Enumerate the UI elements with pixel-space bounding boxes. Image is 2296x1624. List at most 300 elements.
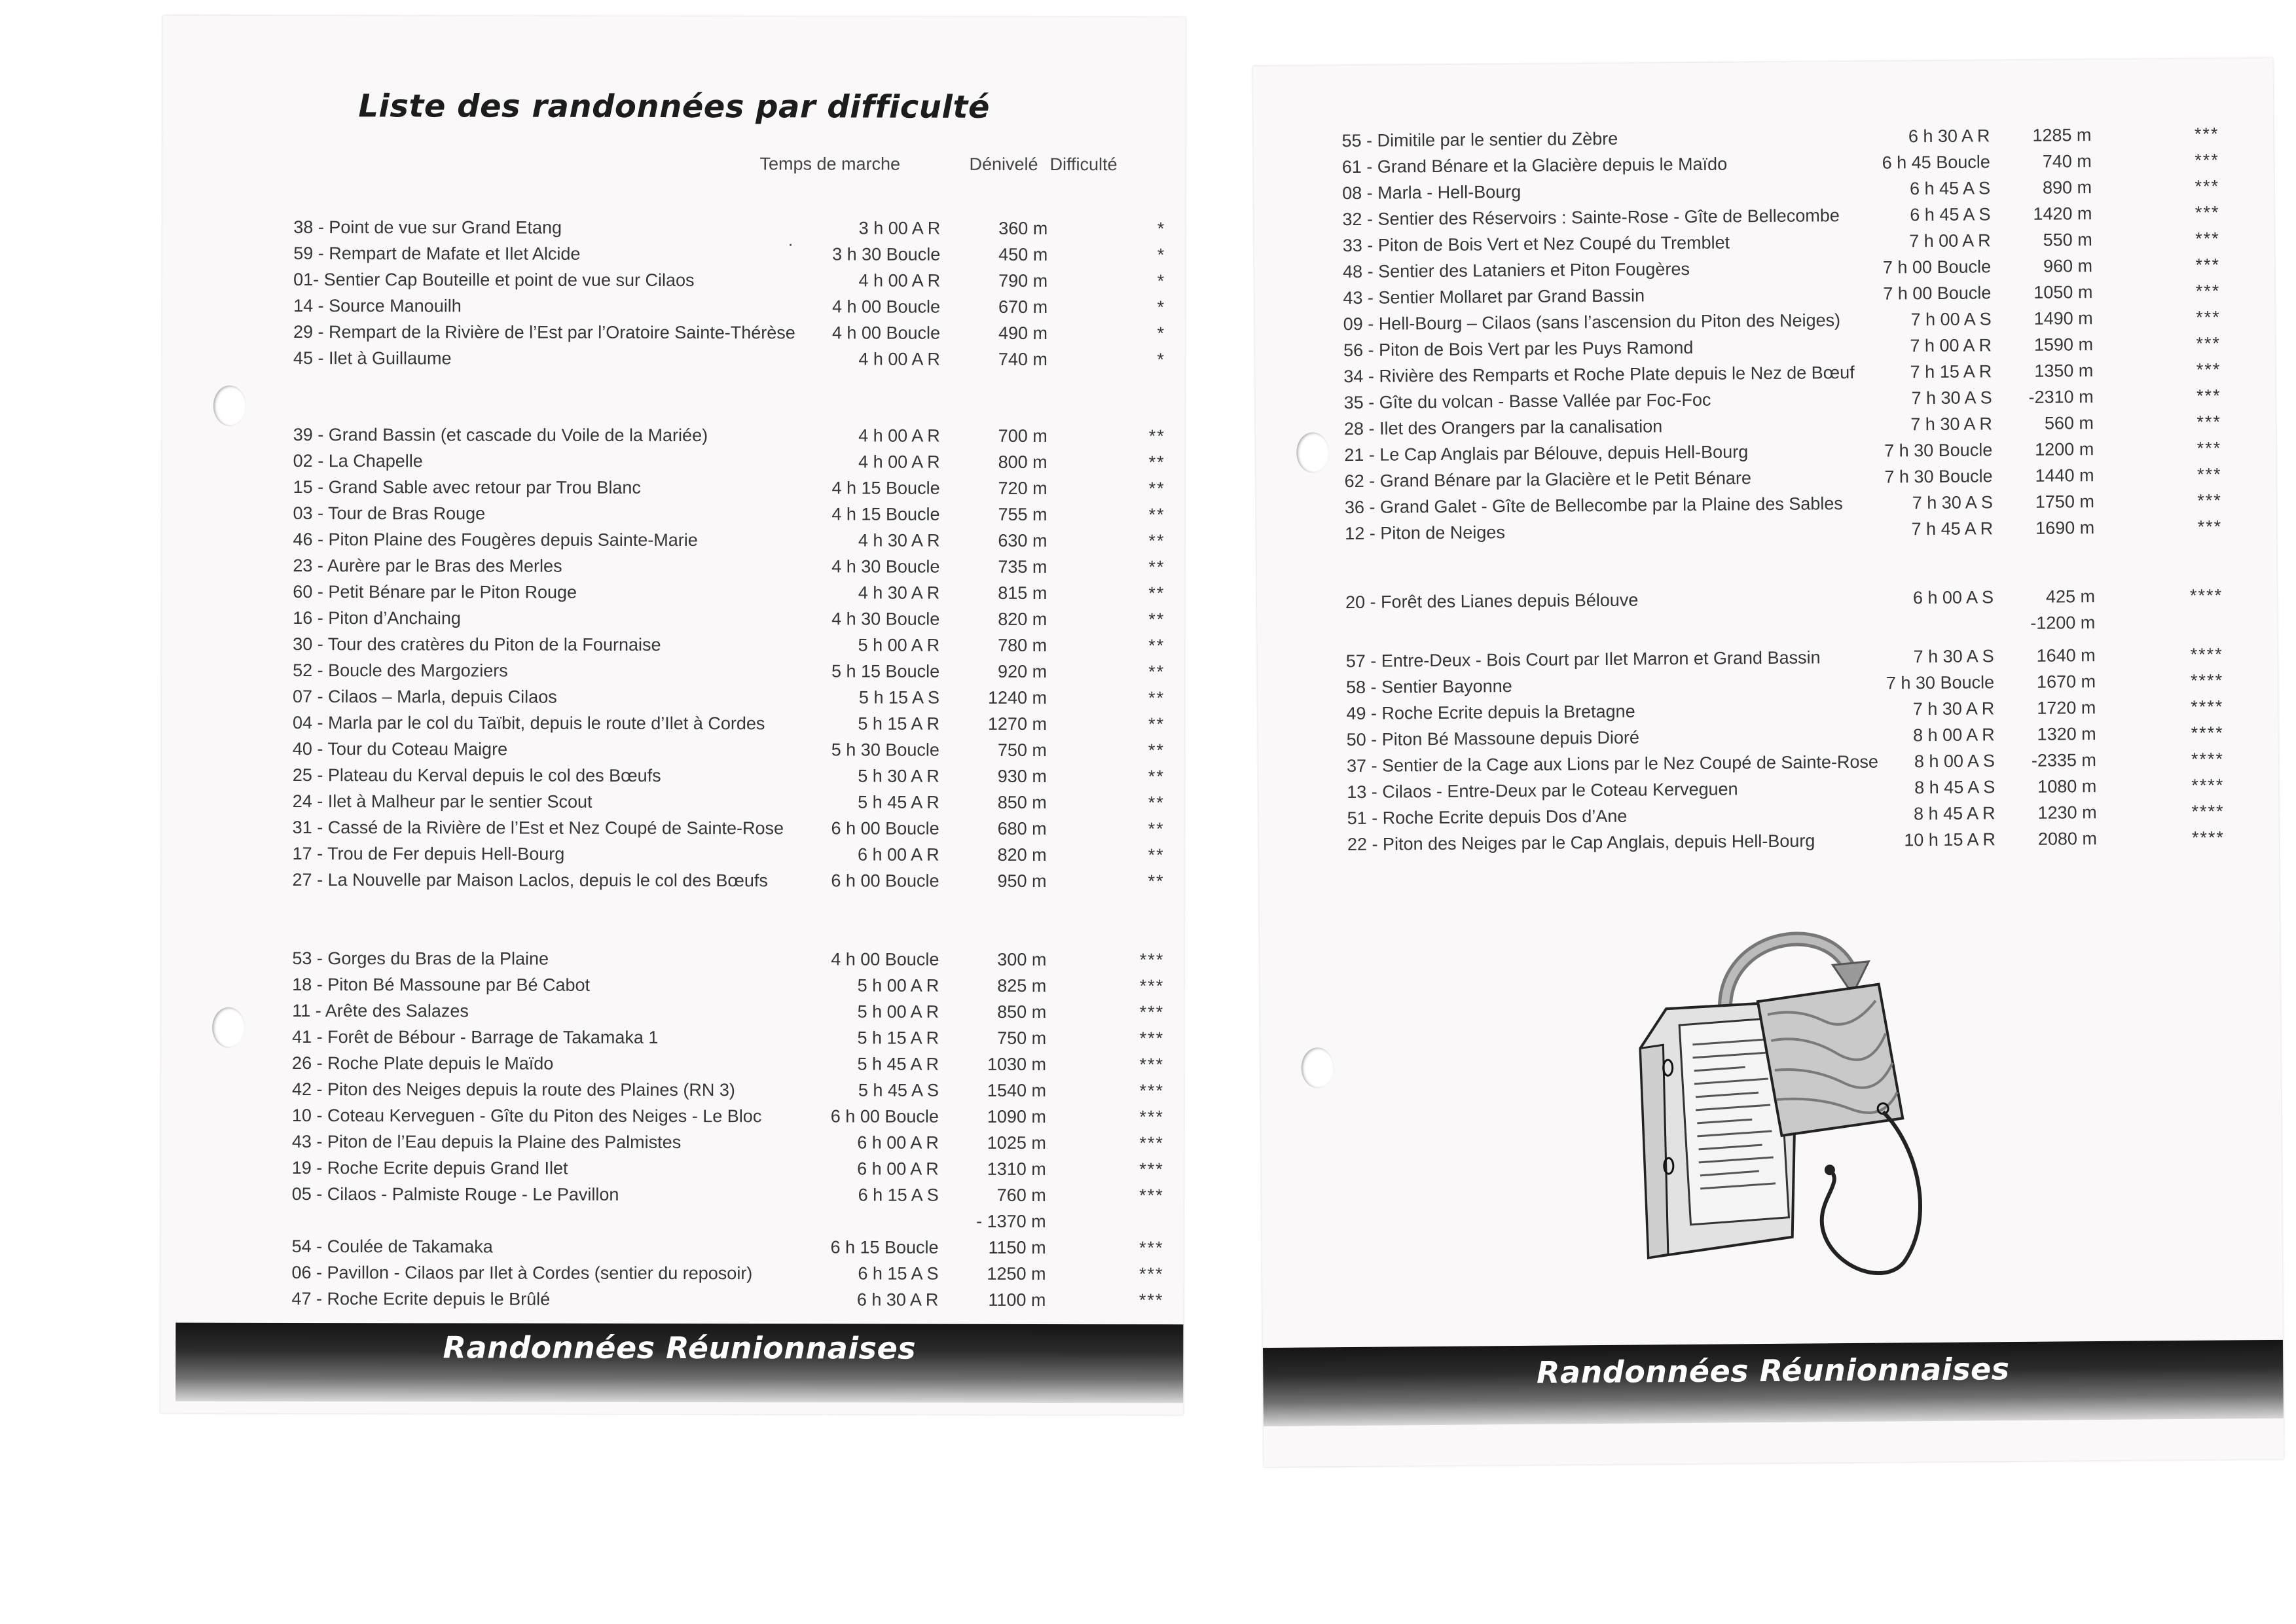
hike-time: 7 h 15 A R	[1910, 361, 1992, 382]
hike-name: 53 - Gorges du Bras de la Plaine	[292, 948, 549, 969]
hike-row	[293, 240, 1171, 268]
hike-name: 33 - Piton de Bois Vert et Nez Coupé du Tremblet	[1342, 232, 1730, 256]
hike-difficulty: ***	[1139, 1055, 1165, 1075]
hike-denivele: 1150 m	[988, 1237, 1046, 1257]
hike-denivele: 920 m	[998, 661, 1048, 681]
hike-difficulty: ****	[2191, 749, 2225, 769]
hike-difficulty: ***	[2197, 516, 2223, 537]
hike-row	[293, 579, 1170, 606]
hike-time: 8 h 00 A S	[1914, 751, 1995, 772]
hike-name: 01- Sentier Cap Bouteille et point de vue sur Cilaos	[293, 269, 695, 291]
hike-denivele: 1420 m	[2033, 204, 2092, 224]
hike-difficulty: ***	[1139, 1028, 1165, 1049]
hike-difficulty: **	[1148, 426, 1165, 446]
hike-row	[293, 814, 1170, 842]
hike-time: 5 h 45 A R	[858, 792, 939, 812]
hike-difficulty: ****	[2191, 696, 2224, 717]
hike-time: 7 h 00 Boucle	[1882, 257, 1992, 278]
hike-row	[293, 552, 1170, 580]
hike-denivele: 1750 m	[2035, 492, 2094, 512]
hike-row	[293, 422, 1171, 449]
hike-difficulty: ***	[2194, 124, 2219, 144]
hike-difficulty: ***	[2195, 176, 2220, 196]
hike-denivele: 1690 m	[2035, 518, 2095, 538]
hike-denivele: 960 m	[2043, 256, 2093, 276]
hike-time: 7 h 30 A R	[1910, 414, 1993, 435]
hike-row	[292, 945, 1169, 973]
footer-banner	[1263, 1340, 2284, 1426]
hike-name: 25 - Plateau du Kerval depuis le col des Bœufs	[292, 765, 661, 785]
hike-time: 4 h 30 Boucle	[831, 609, 940, 629]
hike-difficulty: *	[1157, 245, 1166, 265]
hike-name: 55 - Dimitile par le sentier du Zèbre	[1341, 128, 1618, 151]
hike-row	[293, 526, 1170, 554]
hike-denivele: 815 m	[998, 583, 1048, 603]
hike-difficulty: **	[1148, 688, 1165, 708]
hike-name: 42 - Piton des Neiges depuis la route des Plaines (RN 3)	[291, 1079, 735, 1100]
hike-difficulty: ***	[1139, 1290, 1164, 1310]
hike-time: 8 h 45 A S	[1914, 777, 1995, 798]
hike-time: 6 h 45 Boucle	[1882, 152, 1990, 173]
hike-difficulty: ***	[2195, 202, 2220, 223]
hike-name: 05 - Cilaos - Palmiste Rouge - Le Pavillon	[291, 1183, 619, 1204]
hike-name: 46 - Piton Plaine des Fougères depuis Sainte-Marie	[293, 529, 698, 550]
hike-denivele: 820 m	[998, 609, 1048, 629]
hike-name: 37 - Sentier de la Cage aux Lions par le Nez Coupé de Sainte-Rose	[1346, 751, 1879, 776]
footer-banner-text: Randonnées Réunionnaises	[443, 1329, 917, 1366]
hike-row	[293, 762, 1170, 789]
hike-time: 4 h 30 A R	[858, 530, 940, 550]
hike-name: 60 - Petit Bénare par le Piton Rouge	[293, 581, 577, 602]
hike-difficulty: ***	[2195, 228, 2220, 249]
hike-time: 7 h 00 A R	[1909, 230, 1991, 251]
hike-time: 8 h 45 A R	[1913, 803, 1995, 824]
hike-denivele: 1080 m	[2037, 776, 2097, 797]
hike-difficulty: **	[1148, 662, 1165, 682]
hike-time: 6 h 30 A R	[1908, 126, 1990, 147]
binder-hole	[212, 1007, 245, 1048]
hike-row	[292, 1102, 1169, 1130]
hike-name: 35 - Gîte du volcan - Basse Vallée par Foc-Foc	[1343, 389, 1711, 413]
hike-row	[292, 1024, 1169, 1051]
hike-name: 43 - Piton de l’Eau depuis la Plaine des Palmistes	[291, 1131, 682, 1153]
hike-denivele: 800 m	[998, 452, 1048, 472]
hike-denivele: 700 m	[998, 425, 1048, 446]
hike-denivele: 850 m	[997, 792, 1047, 812]
hike-denivele: 450 m	[998, 244, 1048, 264]
hike-difficulty: ***	[2196, 359, 2221, 380]
hike-denivele: 560 m	[2044, 413, 2094, 433]
hike-name: 30 - Tour des cratères du Piton de la Fournaise	[293, 634, 661, 655]
hike-denivele: 1270 m	[987, 713, 1048, 734]
hike-name: 32 - Sentier des Réservoirs : Sainte-Rose - Gîte de Bellecombe	[1342, 206, 1840, 230]
hike-time: 4 h 00 A R	[858, 270, 941, 291]
hike-difficulty: ***	[2196, 464, 2222, 484]
hike-row	[293, 683, 1170, 711]
hike-name: 06 - Pavillon - Cilaos par Ilet à Cordes (sentier du reposoir)	[291, 1262, 753, 1284]
hike-time: 10 h 15 A R	[1904, 829, 1996, 850]
header-denivele: Dénivelé	[969, 154, 1038, 174]
hike-difficulty: **	[1148, 793, 1165, 813]
hike-denivele: 1590 m	[2033, 334, 2094, 355]
hike-row	[293, 631, 1170, 659]
hike-denivele: 1350 m	[2034, 361, 2094, 381]
hike-name: 24 - Ilet à Malheur par le sentier Scout	[292, 791, 592, 812]
binder-hole	[1301, 1047, 1334, 1088]
hike-difficulty: ****	[2190, 670, 2224, 691]
right-hike-list	[1253, 58, 2273, 855]
hike-denivele: 490 m	[998, 323, 1048, 343]
hike-difficulty: *	[1157, 297, 1166, 317]
binder-hole	[1296, 432, 1329, 473]
hike-time: 4 h 15 Boucle	[831, 504, 940, 524]
hike-difficulty: **	[1148, 845, 1165, 865]
hike-row	[293, 448, 1171, 475]
hike-name: 48 - Sentier des Lataniers et Piton Fougères	[1342, 259, 1690, 282]
hike-row	[293, 293, 1171, 320]
hike-difficulty: ***	[1139, 1081, 1165, 1101]
hike-time: 5 h 45 A S	[858, 1080, 939, 1100]
hike-name: 27 - La Nouvelle par Maison Laclos, depuis le col des Bœufs	[292, 869, 768, 891]
hike-denivele: 780 m	[998, 635, 1048, 655]
hike-row	[292, 1155, 1169, 1182]
hike-name: 28 - Ilet des Orangers par la canalisation	[1343, 416, 1663, 439]
hike-denivele: 630 m	[998, 530, 1048, 550]
hike-row	[293, 345, 1171, 372]
footer-banner-text: Randonnées Réunionnaises	[1536, 1351, 2010, 1390]
hike-denivele: 1230 m	[2037, 803, 2097, 823]
hike-difficulty: *	[1157, 350, 1165, 370]
hike-name: 51 - Roche Ecrite depuis Dos d’Ane	[1347, 806, 1628, 829]
hike-time: 4 h 00 A R	[858, 425, 940, 446]
hike-row	[293, 788, 1170, 816]
hike-time: 5 h 15 A S	[858, 687, 940, 708]
hike-denivele: -1200 m	[2030, 613, 2096, 633]
hike-time: 7 h 30 A S	[1911, 388, 1992, 408]
hike-time: 6 h 30 A R	[856, 1290, 939, 1310]
hike-denivele: 755 m	[998, 504, 1048, 524]
hike-difficulty: ****	[2191, 801, 2225, 821]
hike-row	[293, 840, 1170, 868]
hike-denivele: - 1370 m	[976, 1211, 1046, 1231]
hike-name: 12 - Piton de Neiges	[1345, 522, 1505, 544]
hike-denivele: 890 m	[2042, 177, 2092, 198]
hike-name: 50 - Piton Bé Massoune depuis Dioré	[1346, 727, 1640, 750]
hike-difficulty: ***	[2196, 386, 2221, 406]
hike-denivele: 550 m	[2043, 230, 2092, 250]
hike-denivele: -2310 m	[2028, 387, 2094, 407]
hike-name: 14 - Source Manouilh	[293, 295, 462, 316]
hike-denivele: 1320 m	[2037, 724, 2096, 744]
hike-difficulty: ***	[1139, 1002, 1165, 1022]
hike-difficulty: **	[1148, 478, 1165, 499]
hike-row	[293, 867, 1170, 894]
hike-name: 18 - Piton Bé Massoune par Bé Cabot	[292, 974, 591, 995]
hike-time: 6 h 15 Boucle	[830, 1237, 939, 1257]
hike-row	[293, 736, 1170, 763]
hike-difficulty: ***	[1139, 976, 1165, 996]
hike-name: 22 - Piton des Neiges par le Cap Anglais, depuis Hell-Bourg	[1347, 831, 1815, 855]
hike-time: 3 h 00 A R	[858, 218, 941, 238]
hike-denivele: 1285 m	[2032, 125, 2092, 145]
hike-time: 5 h 00 A R	[858, 635, 940, 655]
hike-time: 8 h 00 A R	[1912, 725, 1995, 746]
hike-row	[292, 998, 1169, 1025]
hike-difficulty: ***	[1139, 950, 1165, 970]
hike-difficulty: ***	[2197, 490, 2222, 511]
hike-time: 4 h 00 A R	[858, 349, 940, 369]
hike-name: 31 - Cassé de la Rivière de l’Est et Nez Coupé de Sainte-Rose	[292, 817, 784, 839]
hike-denivele: 950 m	[997, 871, 1047, 891]
hike-time: 7 h 30 A R	[1912, 698, 1995, 719]
footer-banner	[175, 1323, 1183, 1403]
hike-time: 7 h 30 Boucle	[1886, 672, 1995, 693]
hike-name: 40 - Tour du Coteau Maigre	[292, 738, 508, 759]
hike-denivele: 850 m	[997, 1001, 1047, 1022]
hike-name: 16 - Piton d’Anchaing	[293, 607, 461, 628]
hike-row	[293, 605, 1170, 632]
hike-denivele: 1100 m	[988, 1290, 1046, 1310]
page-title: Liste des randonnées par difficulté	[358, 88, 990, 126]
hike-denivele: 680 m	[997, 818, 1047, 839]
hike-time: 6 h 15 A S	[858, 1263, 939, 1284]
hike-denivele: 740 m	[998, 349, 1048, 369]
hike-time: 4 h 00 Boucle	[831, 323, 941, 343]
hike-denivele: 720 m	[998, 478, 1048, 498]
hike-name: 09 - Hell-Bourg – Cilaos (sans l’ascension du Piton des Neiges)	[1343, 310, 1841, 334]
hike-denivele: 750 m	[997, 1028, 1047, 1048]
hike-name: 10 - Coteau Kerveguen - Gîte du Piton des Neiges - Le Bloc	[291, 1105, 762, 1127]
hike-name: 11 - Arête des Salazes	[292, 1000, 469, 1021]
hike-name: 08 - Marla - Hell-Bourg	[1342, 181, 1522, 204]
hike-time: 4 h 00 Boucle	[831, 949, 939, 969]
hike-difficulty: ***	[2196, 438, 2222, 458]
hike-difficulty: ***	[2195, 255, 2221, 275]
hike-row	[292, 1233, 1169, 1261]
header-temps: Temps de marche	[759, 154, 901, 174]
hike-difficulty: ***	[1139, 1238, 1164, 1258]
hike-difficulty: **	[1148, 583, 1165, 604]
hike-difficulty: ****	[2191, 827, 2225, 848]
hike-time: 4 h 15 Boucle	[831, 478, 940, 498]
hike-difficulty: *	[1157, 219, 1166, 239]
hike-time: 6 h 00 A S	[1912, 587, 1994, 608]
hike-difficulty: ***	[2195, 150, 2219, 170]
hike-time: 4 h 00 Boucle	[831, 297, 941, 317]
hike-denivele: 1490 m	[2033, 308, 2093, 329]
hike-time: 5 h 30 A R	[858, 766, 939, 786]
hike-denivele: 740 m	[2042, 151, 2092, 171]
hike-denivele: 735 m	[998, 556, 1048, 577]
hike-difficulty: **	[1148, 557, 1165, 577]
hike-difficulty: **	[1148, 767, 1165, 787]
hike-name: 45 - Ilet à Guillaume	[293, 348, 452, 369]
hike-denivele: 750 m	[997, 740, 1047, 760]
hike-difficulty: *	[1157, 323, 1166, 344]
hike-denivele: 300 m	[997, 949, 1047, 969]
hike-row	[293, 266, 1171, 294]
hike-time: 7 h 45 A R	[1911, 518, 1994, 539]
hike-row	[292, 1076, 1169, 1104]
header-difficulte: Difficulté	[1049, 154, 1118, 175]
hike-name: 20 - Forêt des Lianes depuis Bélouve	[1345, 590, 1639, 613]
hike-difficulty: ***	[1139, 1133, 1164, 1153]
hike-difficulty: **	[1148, 609, 1165, 630]
hike-time: 7 h 30 Boucle	[1884, 440, 1993, 461]
hike-time: 3 h 30 Boucle	[832, 244, 941, 264]
hike-time: 6 h 45 A S	[1909, 178, 1991, 199]
left-page	[160, 16, 1186, 1415]
hike-name: 52 - Boucle des Margoziers	[293, 660, 508, 681]
hike-difficulty: **	[1148, 819, 1165, 839]
hike-difficulty: ***	[2196, 412, 2222, 432]
hike-time: 7 h 00 Boucle	[1883, 283, 1992, 304]
hike-row	[293, 710, 1170, 737]
hike-name: 19 - Roche Ecrite depuis Grand Ilet	[291, 1157, 568, 1178]
hike-name: 21 - Le Cap Anglais par Bélouve, depuis Hell-Bourg	[1344, 442, 1749, 465]
hike-name: 34 - Rivière des Remparts et Roche Plate depuis le Nez de Bœuf	[1343, 362, 1855, 387]
hike-name: 41 - Forêt de Bébour - Barrage de Takamaka 1	[292, 1026, 659, 1047]
binder-with-map-icon	[1626, 909, 1937, 1291]
hike-denivele: 1440 m	[2035, 465, 2094, 486]
hike-time: 6 h 00 A R	[857, 1159, 939, 1179]
hike-name: 39 - Grand Bassin (et cascade du Voile de la Mariée)	[293, 424, 708, 446]
hike-time: 5 h 00 A R	[857, 1001, 939, 1022]
hike-denivele: 1640 m	[2036, 645, 2096, 666]
hike-denivele: 820 m	[997, 844, 1047, 865]
hike-denivele: 760 m	[996, 1185, 1046, 1205]
hike-time: 7 h 00 A R	[1910, 335, 1992, 356]
hike-denivele: 1025 m	[987, 1132, 1046, 1153]
hike-time: 6 h 00 Boucle	[831, 871, 939, 891]
hike-name: 07 - Cilaos – Marla, depuis Cilaos	[293, 686, 557, 707]
hike-name: 43 - Sentier Mollaret par Grand Bassin	[1343, 285, 1645, 308]
hike-name: 02 - La Chapelle	[293, 450, 423, 471]
hike-time: 7 h 00 A S	[1910, 309, 1992, 330]
hike-denivele: 1090 m	[987, 1106, 1046, 1127]
hike-row	[291, 1259, 1169, 1287]
hike-time: 4 h 30 Boucle	[831, 556, 940, 577]
hike-name: 04 - Marla par le col du Taïbit, depuis le route d’Ilet à Cordes	[292, 712, 765, 734]
hike-denivele: 1200 m	[2035, 439, 2094, 460]
hike-name: 59 - Rempart de Mafate et Ilet Alcide	[293, 243, 581, 264]
hike-name: 56 - Piton de Bois Vert par les Puys Ramond	[1343, 337, 1694, 361]
hike-row	[292, 1050, 1169, 1077]
hike-difficulty: ****	[2191, 775, 2225, 795]
scan-speck: ·	[788, 234, 793, 254]
hike-denivele: 1540 m	[987, 1080, 1047, 1100]
hike-name: 13 - Cilaos - Entre-Deux par le Coteau Kerveguen	[1347, 779, 1738, 803]
hike-time: 5 h 15 A R	[858, 713, 940, 734]
hike-denivele: 360 m	[998, 218, 1048, 238]
hike-name: 54 - Coulée de Takamaka	[291, 1236, 493, 1257]
hike-time: 7 h 30 A S	[1912, 492, 1994, 513]
hike-denivele: -2335 m	[2031, 750, 2097, 770]
hike-name: 26 - Roche Plate depuis le Maïdo	[292, 1053, 554, 1074]
hike-row	[292, 1207, 1169, 1235]
hike-name: 23 - Aurère par le Bras des Merles	[293, 555, 562, 576]
hike-denivele: 1030 m	[987, 1054, 1047, 1074]
hike-denivele: 425 m	[2045, 586, 2096, 607]
binder-hole	[213, 386, 246, 426]
hike-denivele: 1670 m	[2036, 672, 2096, 692]
hike-denivele: 1250 m	[987, 1263, 1046, 1284]
hike-difficulty: *	[1157, 271, 1166, 291]
hike-difficulty: ****	[2190, 644, 2223, 664]
hike-denivele: 790 m	[998, 270, 1048, 291]
right-page	[1253, 58, 2284, 1467]
hike-row	[292, 1128, 1169, 1156]
hike-difficulty: ****	[2191, 723, 2224, 743]
hike-denivele: 2080 m	[2037, 829, 2098, 849]
hike-difficulty: **	[1148, 636, 1165, 656]
hike-denivele: 1050 m	[2033, 282, 2093, 302]
hike-difficulty: ***	[2195, 281, 2221, 301]
hike-difficulty: **	[1148, 505, 1165, 525]
hike-time: 5 h 15 A R	[857, 1028, 939, 1048]
hike-row	[293, 500, 1171, 528]
hike-name: 15 - Grand Sable avec retour par Trou Blanc	[293, 477, 641, 497]
hike-difficulty: ***	[1139, 1107, 1164, 1127]
hike-name: 62 - Grand Bénare par la Glacière et le Petit Bénare	[1344, 468, 1752, 492]
hike-time: 7 h 30 A S	[1913, 646, 1994, 667]
hike-difficulty: ***	[1139, 1159, 1164, 1180]
hike-difficulty: **	[1148, 714, 1165, 734]
hike-time: 6 h 00 Boucle	[830, 1106, 939, 1127]
hike-name: 29 - Rempart de la Rivière de l’Est par l’Oratoire Sainte-Thérèse	[293, 321, 795, 343]
hike-difficulty: ***	[2196, 307, 2221, 327]
hike-time: 6 h 45 A S	[1910, 204, 1991, 225]
hike-difficulty: **	[1148, 531, 1165, 551]
hike-time: 7 h 30 Boucle	[1884, 466, 1993, 487]
hike-name: 49 - Roche Ecrite depuis la Bretagne	[1346, 701, 1635, 724]
hike-denivele: 1720 m	[2037, 698, 2096, 718]
hike-time: 4 h 00 A R	[858, 452, 940, 472]
hike-row	[293, 657, 1170, 685]
hike-row	[291, 1286, 1169, 1313]
hike-difficulty: ***	[1139, 1185, 1164, 1206]
hike-name: 38 - Point de vue sur Grand Etang	[293, 217, 562, 238]
hike-denivele: 670 m	[998, 297, 1048, 317]
hike-time: 6 h 00 A R	[857, 1132, 939, 1153]
hike-row	[293, 474, 1171, 501]
hike-denivele: 1240 m	[987, 687, 1048, 708]
hike-time: 6 h 15 A S	[858, 1185, 939, 1205]
hike-name: 03 - Tour de Bras Rouge	[293, 503, 486, 524]
hike-denivele: 825 m	[997, 975, 1047, 996]
hike-time: 5 h 15 Boucle	[831, 661, 940, 681]
hike-difficulty: **	[1148, 871, 1165, 892]
hike-name: 61 - Grand Bénare et la Glacière depuis le Maïdo	[1341, 154, 1728, 177]
hike-time: 5 h 30 Boucle	[831, 740, 939, 760]
hike-denivele: 930 m	[997, 766, 1047, 786]
hike-row	[292, 971, 1169, 999]
hike-difficulty: **	[1148, 740, 1165, 761]
hike-name: 17 - Trou de Fer depuis Hell-Bourg	[292, 843, 565, 864]
hike-row	[293, 319, 1171, 346]
hike-difficulty: **	[1148, 452, 1165, 473]
hike-difficulty: ***	[1139, 1264, 1164, 1284]
hike-difficulty: ***	[2196, 333, 2221, 353]
hike-name: 57 - Entre-Deux - Bois Court par Ilet Marron et Grand Bassin	[1345, 647, 1821, 672]
hike-time: 6 h 00 Boucle	[831, 818, 939, 839]
hike-row	[293, 214, 1171, 242]
hike-name: 47 - Roche Ecrite depuis le Brûlé	[291, 1288, 551, 1309]
hike-time: 5 h 45 A R	[857, 1054, 939, 1074]
hike-denivele: 1310 m	[987, 1159, 1046, 1179]
hike-name: 58 - Sentier Bayonne	[1345, 676, 1512, 698]
hike-time: 5 h 00 A R	[857, 975, 939, 996]
